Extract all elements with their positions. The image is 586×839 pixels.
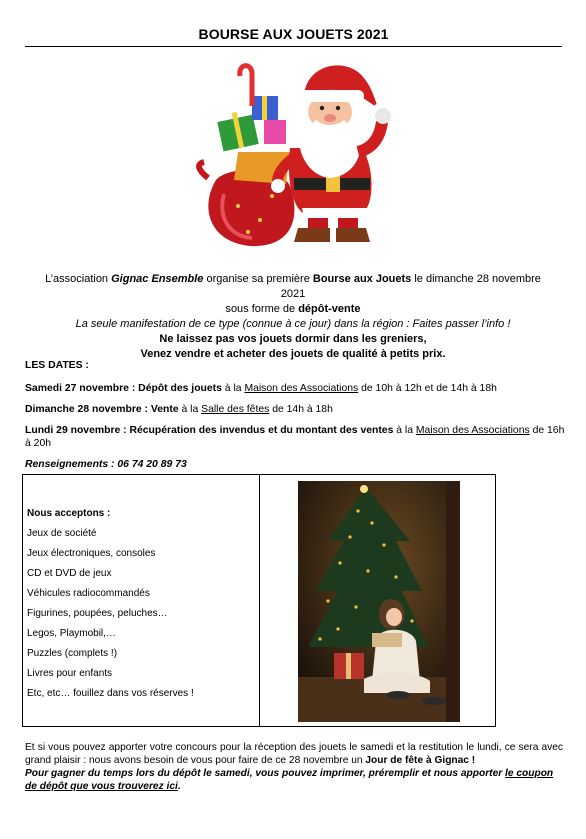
page-title: BOURSE AUX JOUETS 2021 (198, 26, 389, 42)
footer-text (25, 741, 563, 793)
date-sunday-place: Salle des fêtes (201, 404, 270, 415)
title-underline (25, 46, 562, 47)
date-sunday-pre: à la (178, 404, 202, 415)
coupon-link[interactable]: le coupon de dépôt que vous trouverez ici (25, 768, 554, 792)
intro-line-1-mid: organise sa première (203, 273, 313, 285)
intro-line-1-post: le dimanche 28 novembre 2021 (280, 273, 541, 300)
list-item: Legos, Playmobil,… (27, 628, 116, 639)
info-phone: Renseignements : 06 74 20 89 73 (25, 459, 187, 470)
date-saturday-label: Samedi 27 novembre : Dépôt des jouets (25, 383, 222, 394)
sale-format: dépôt-vente (298, 303, 361, 315)
intro-line-5: Venez vendre et acheter des jouets de qualité à petits prix. (140, 348, 446, 360)
list-item: Jeux de société (27, 528, 97, 539)
intro-line-2-pre: sous forme de (225, 303, 299, 315)
santa-claus-illustration (190, 56, 400, 252)
date-saturday (25, 382, 565, 395)
date-sunday (25, 403, 565, 416)
dates-header: LES DATES : (25, 360, 89, 371)
list-item: Etc, etc… fouillez dans vos réserves ! (27, 688, 194, 699)
date-monday-label: Lundi 29 novembre : Récupération des invendus et du montant des ventes (25, 425, 394, 436)
date-monday-place: Maison des Associations (415, 425, 530, 436)
intro-text (40, 272, 546, 362)
footer-paragraph-2 (25, 767, 563, 793)
association-name: Gignac Ensemble (111, 273, 204, 285)
intro-line-1 (40, 272, 546, 302)
date-saturday-place: Maison des Associations (244, 383, 359, 394)
list-item: CD et DVD de jeux (27, 568, 112, 579)
footer-p2-end: . (177, 781, 181, 792)
date-monday-pre: à la (393, 425, 416, 436)
accepted-items-list (27, 504, 194, 704)
list-item: Puzzles (complets !) (27, 648, 118, 659)
accepted-items-header: Nous acceptons : (27, 508, 111, 519)
intro-line-3: La seule manifestation de ce type (connue à ce jour) dans la région : Faites passer l’info ! (75, 318, 511, 330)
dates-section (25, 359, 565, 479)
intro-line-2 (40, 302, 546, 317)
date-monday (25, 424, 565, 450)
date-saturday-post: de 10h à 12h et de 14h à 18h (358, 383, 497, 394)
date-saturday-pre: à la (221, 383, 245, 394)
intro-line-4: Ne laissez pas vos jouets dormir dans les greniers, (159, 333, 427, 345)
event-name: Bourse aux Jouets (312, 273, 412, 285)
christmas-tree-girl-photo (298, 481, 460, 722)
intro-line-1-pre: L’association (45, 273, 112, 285)
footer-p1-highlight: Jour de fête à Gignac ! (365, 755, 476, 766)
footer-p1-text: Et si vous pouvez apporter votre concours pour la réception des jouets le samedi et la restitution le lundi, ce sera avec grand plaisir : nous avons besoin de vous pour faire de ce 28 novembre un (25, 742, 563, 766)
date-monday-post: de 16h à 20h (25, 425, 565, 449)
table-divider (259, 475, 260, 726)
list-item: Figurines, poupées, peluches… (27, 608, 168, 619)
accepted-items-table (22, 474, 496, 727)
list-item: Jeux électroniques, consoles (27, 548, 156, 559)
date-sunday-post: de 14h à 18h (269, 404, 333, 415)
footer-paragraph-1 (25, 741, 563, 767)
list-item: Livres pour enfants (27, 668, 113, 679)
date-sunday-label: Dimanche 28 novembre : Vente (25, 404, 179, 415)
footer-p2-text: Pour gagner du temps lors du dépôt le samedi, vous pouvez imprimer, préremplir et nous apporter (25, 768, 506, 779)
list-item: Véhicules radiocommandés (27, 588, 150, 599)
